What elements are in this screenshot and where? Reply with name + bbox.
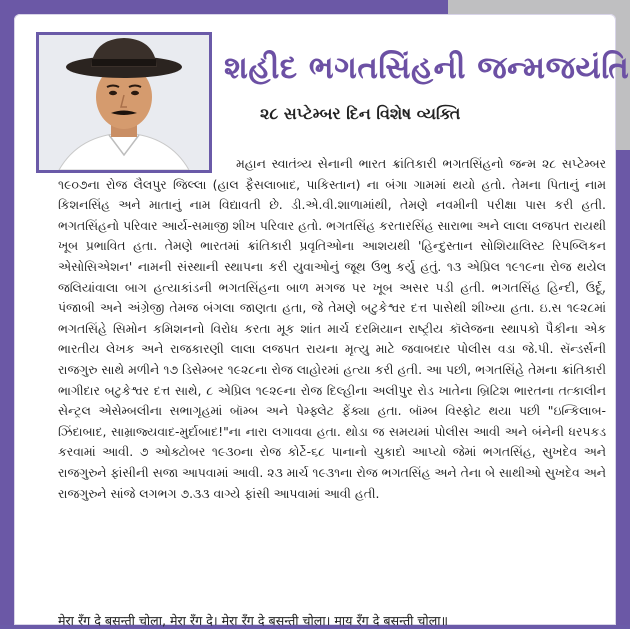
article-card (14, 14, 630, 628)
song-lyric-line: मेरा रँग दे बसन्ती चोला, मेरा रँग दे। मेरा रँग दे बसन्ती चोला। माय रँग दे बसन्ती चोला॥ (58, 613, 449, 628)
article-body: મહાન સ્વાતંત્ર્ય સેનાની ભારત ક્રાંતિકારી ભગતસિંહનો જન્મ ૨૮ સપ્ટેમ્બર ૧૯૦૭ના રોજ લૈલપુર જિલ્લા (હાલ ફૈસલાબાદ, પાકિસ્તાન) ના બંગા ગામમાં થયો હતો. તેમના પિતાનું નામ કિશનસિંહ અને માતાનું નામ વિદ્યાવતી છે. ડી.એ.વી.શાળામાંથી, તેમણે નવમીની પરીક્ષા પાસ કરી હતી. ભગતસિંહનો પરિવાર આર્ય-સમાજી શીખ પરિવાર હતો. ભગતસિંહ કરતારસિંહ સારાભા અને લાલા લજપત રાયથી ખૂબ પ્રભાવિત હતા. તેમણે ભારતમાં ક્રાંતિકારી પ્રવૃતિઓના આશયથી 'હિન્દુસ્તાન સોશિયાલિસ્ટ રિપબ્લિકન એસોસિએશન' નામની સંસ્થાની સ્થાપના કરી યુવાઓનું જૂથ ઉભુ કર્યુ હતું. ૧૩ એપ્રિલ ૧૯૧૯ના રોજ થયેલ જલિયાંવાલા બાગ હત્યાકાંડની ભગતસિંહના બાળ મગજ પર ખૂબ અસર પડી હતી. ભગતસિંહ હિન્દી, ઉર્દૂ, પંજાબી અને અંગ્રેજી તેમજ બંગલા જાણતા હતા, જે તેમણે બટુકેશ્વર દત્ત પાસેથી શીખ્યા હતા. ઇ.સ ૧૯૨૮માં ભગતસિંહે સિમોન કમિશનનો વિરોધ કરતા મૂક શાંત માર્ચ દરમિયાન રાષ્ટ્રીય કૉલેજના સ્થાપકો પૈકીના એક ભારતીય લેખક અને રાજકારણી લાલા લજપત રાયના મૃત્યુ માટે જવાબદાર પોલીસ વડા જે.પી. સૅન્ડર્સની રાજગુરુ સાથે મળીને ૧૭ ડિસેમ્બર ૧૯૨૮ના રોજ લાહોરમાં હત્યા કરી હતી. આ પછી, ભગતસિંહે તેમના ક્રાંતિકારી ભાગીદાર બટુકેશ્વર દત્ત સાથે, ૮ એપ્રિલ ૧૯૨૯ના રોજ દિલ્હીના અલીપુર રોડ ખાતેના બ્રિટિશ ભારતના તત્કાલીન સેન્ટ્રલ એસેમ્બલીના સભાગૃહમાં બૉમ્બ અને પેમ્ફ્લેટ ફેંક્યા હતા. બૉમ્બ વિસ્ફોટ થયા પછી "ઇન્કિલાબ-ઝિંદાબાદ, સામ્રાજ્યવાદ-મુર્દાબાદ!"ના નારા લગાવવા હતા. થોડા જ સમયમાં પોલીસ આવી અને બંનેની ધરપકડ કરવામાં આવી. ૭ ઓક્ટોબર ૧૯૩૦ના રોજ કોર્ટે-૬૮ પાનાનો ચુકાદો આપ્યો જેમાં ભગતસિંહ, સુખદેવ અને રાજગુરુને ફાંસીની સજા આપવામાં આવી. ૨૩ માર્ચ ૧૯૩૧ના રોજ ભગતસિંહ અને તેના બે સાથીઓ સુખદેવ અને રાજગુરુને સાંજે લગભગ ૭.૩૩ વાગ્યે ફાંસી આપવામાં આવી હતી. (58, 156, 606, 501)
article-subtitle: ૨૮ સપ્ટેમ્બર દિન વિશેષ વ્યક્તિ (260, 104, 461, 123)
portrait-image (36, 32, 212, 173)
person-portrait-icon (39, 35, 209, 170)
article-title: શહીદ ભગતસિંહની જન્મજયંતિ (224, 50, 630, 86)
